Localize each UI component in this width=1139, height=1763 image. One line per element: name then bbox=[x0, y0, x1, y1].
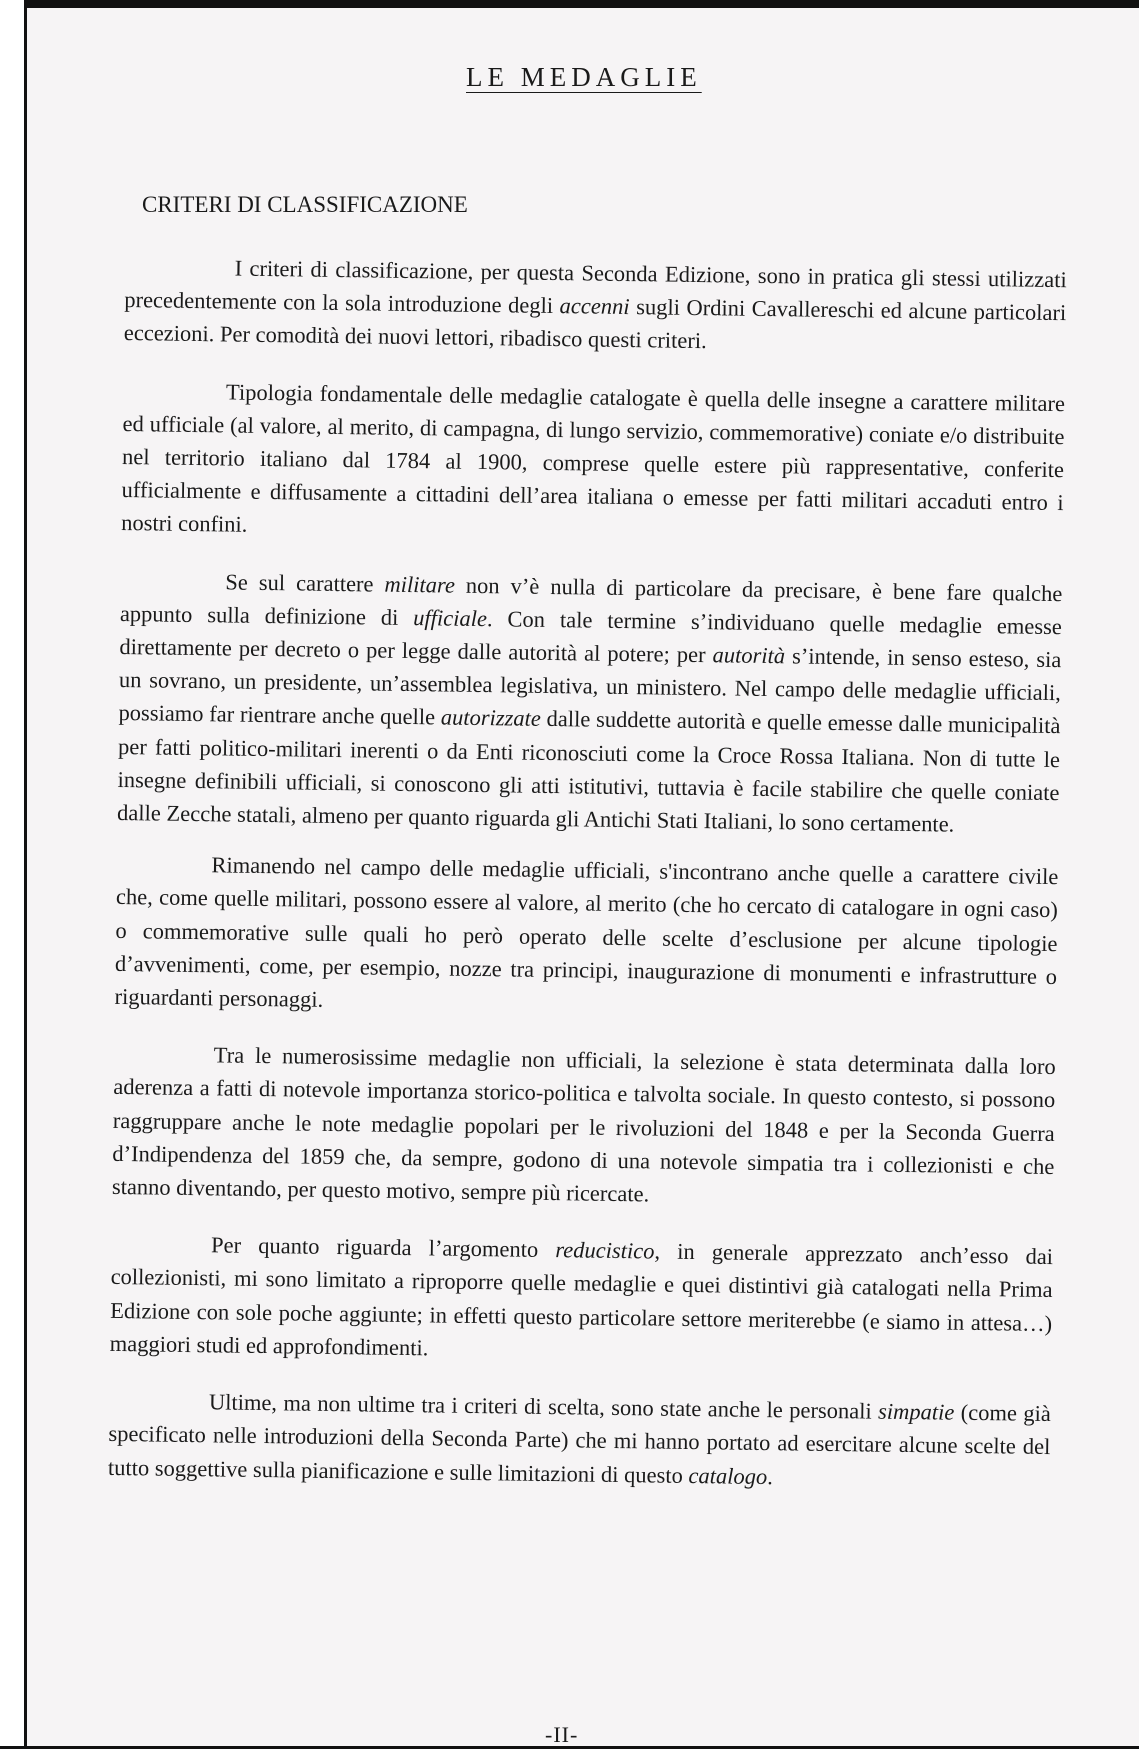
text-run: Per quanto riguarda l’argomento bbox=[210, 1232, 556, 1263]
paragraph bbox=[108, 1384, 1051, 1497]
paragraph bbox=[114, 847, 1058, 1026]
italic-text-run: reducistico bbox=[555, 1237, 655, 1264]
text-run: s’intende, in senso esteso, sia un sovrano, un presidente, un’assemblea legislativa, un ministero. Nel campo delle medaglie ufficiali, possiamo far rientrare anche quelle bbox=[118, 643, 1062, 730]
paragraph bbox=[121, 374, 1065, 553]
body-text bbox=[107, 250, 1066, 1521]
text-run: dalle suddette autorità e quelle emesse dalle municipalità per fatti politico-militari inerenti o da Enti riconosciuti come la Croce Rossa Italiana. Non di tutte le insegne definibili ufficiali, si conoscono gli atti istitutivi, tuttavia è facile stabilire che quelle coniate dalle Zecche statali, almeno per quanto riguarda gli Antichi Stati Italiani, lo sono certamente. bbox=[116, 706, 1061, 837]
italic-text-run: simpatie bbox=[877, 1398, 955, 1425]
text-run: Tra le numerosissime medaglie non ufficiali, la selezione è stata determinata dalla loro aderenza a fatti di notevole importanza storico-politica e talvolta sociale. In questo contesto, si possono raggruppare anche le note medaglie popolari per le rivoluzioni del 1848 e per la Seconda Guerra d’Indipendenza del 1859 che, da sempre, godono di una notevole simpatia tra i collezionisti e che stanno diventando, per questo motivo, sempre più ricercate. bbox=[111, 1042, 1056, 1207]
section-title: CRITERI DI CLASSIFICAZIONE bbox=[142, 192, 468, 217]
page-number: -II- bbox=[545, 1722, 579, 1747]
text-run: I criteri di classificazione, per questa Seconda Edizione, sono in pratica gli stessi utilizzati precedentemente con la sola introduzione degli bbox=[124, 255, 1067, 319]
text-run: Rimanendo nel campo delle medaglie ufficiali, s'incontrano anche quelle a carattere civile che, come quelle militari, possono essere al valore, al merito (che ho cercato di catalogare in ogni caso) o commemorative sulle quali ho però operato delle scelte d’esclusione per alcune tipologie d’avvenimenti, come, per esempio, nozze tra principi, inaugurazione di monumenti e infrastrutture o riguardanti personaggi. bbox=[114, 852, 1059, 1012]
text-run: sugli Ordini Cavallereschi ed alcune particolari eccezioni. Per comodità dei nuovi lettori, ribadisco questi criteri. bbox=[123, 294, 1067, 354]
paragraph bbox=[112, 1037, 1056, 1216]
italic-text-run: ufficiale bbox=[413, 604, 488, 631]
italic-text-run: militare bbox=[384, 571, 456, 598]
paragraph bbox=[124, 250, 1067, 363]
italic-text-run: catalogo bbox=[688, 1462, 768, 1489]
italic-text-run: autorizzate bbox=[440, 704, 542, 732]
italic-text-run: autorità bbox=[712, 642, 786, 669]
text-run: Ultime, ma non ultime tra i criteri di scelta, sono state anche le personali bbox=[208, 1389, 879, 1424]
text-run: Tipologia fondamentale delle medaglie catalogate è quella delle insegne a carattere militare ed ufficiale (al valore, al merito, di campagna, di lungo servizio, commemorative) coniate e/o distribuite nel territorio italiano dal 1784 al 1900, comprese quelle estere più rappresentative, conferite ufficialmente e diffusamente a cittadini dell’area italiana o emesse per fatti militari accaduti entro i nostri confini. bbox=[121, 379, 1066, 538]
text-run: (come già specificato nelle introduzioni della Seconda Parte) che mi hanno portato ad esercitare alcune scelte del tutto soggettive sulla pianificazione e sulle limitazioni di questo bbox=[107, 1399, 1052, 1488]
scan-border-left bbox=[0, 0, 27, 1763]
paragraph bbox=[117, 564, 1063, 843]
text-run: , in generale apprezzato anch’esso dai collezionisti, mi sono limitato a riproporre quelle medaglie e quei distintivi già catalogati nella Prima Edizione con sole poche aggiunte; in effetti questo particolare settore meriterebbe (e siamo in attesa…) maggiori studi ed approfondimenti. bbox=[109, 1238, 1054, 1361]
text-run: . Con tale termine s’individuano quelle medaglie emesse direttamente per decreto o per legge dalle autorità al potere; per bbox=[119, 605, 1063, 668]
italic-text-run: accenni bbox=[559, 293, 630, 320]
text-run: Se sul carattere bbox=[225, 569, 385, 597]
text-run: . bbox=[767, 1463, 773, 1489]
paragraph bbox=[110, 1227, 1054, 1373]
page-heading: LE MEDAGLIE bbox=[466, 62, 702, 92]
text-run: non v’è nulla di particolare da precisare, è bene fare qualche appunto sulla definizione di bbox=[119, 572, 1063, 630]
scan-border-top bbox=[0, 0, 1139, 8]
scan-border-bottom bbox=[0, 1746, 1139, 1763]
